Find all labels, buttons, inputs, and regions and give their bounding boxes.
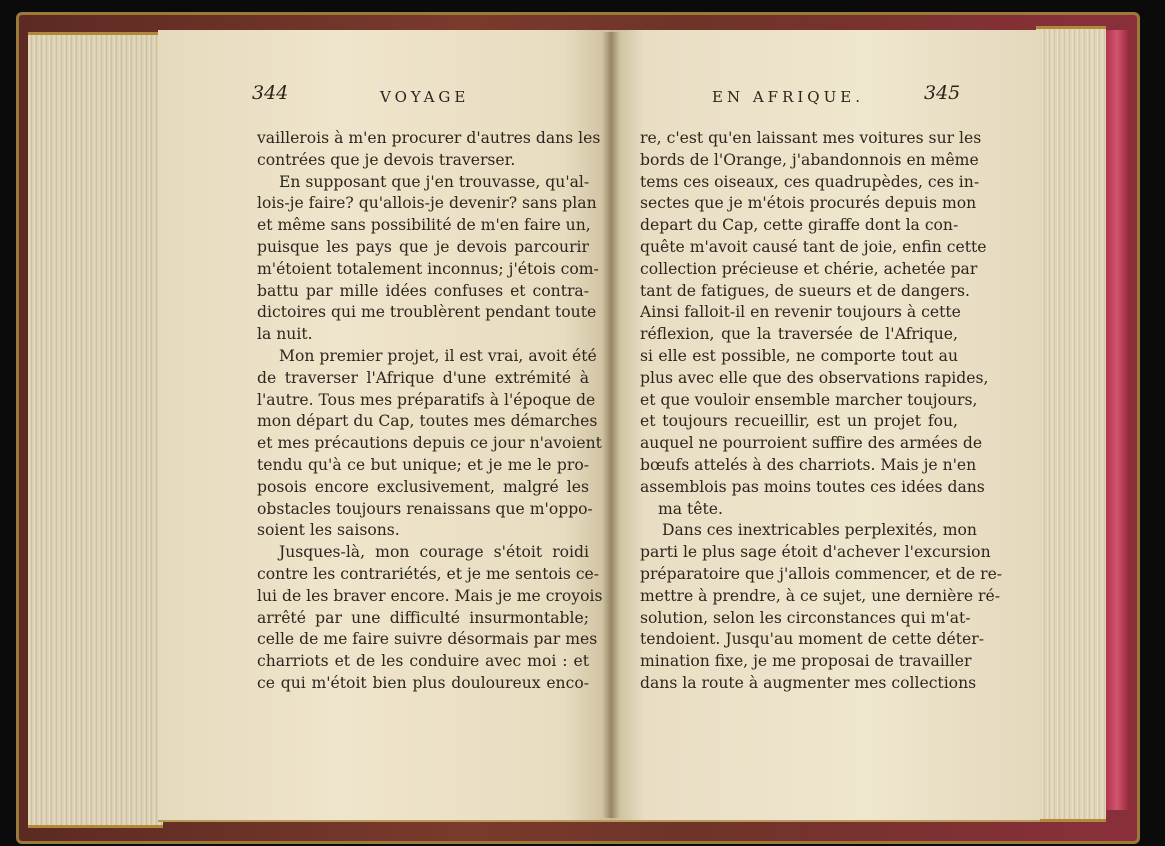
left-page-number: 344 [252, 82, 289, 104]
text-line: et que vouloir ensemble marcher toujours, [640, 390, 978, 409]
text-line: l'autre. Tous mes préparatifs à l'époque de [257, 390, 596, 409]
text-line: contrées que je devois traverser. [257, 150, 516, 169]
book-gutter [602, 32, 620, 818]
text-line: sectes que je m'étois procurés depuis mon [640, 194, 977, 213]
text-line: arrêté par une difficulté insurmontable; [257, 608, 589, 627]
text-line: puisque les pays que je devois parcourir [257, 237, 589, 256]
text-line: mon départ du Cap, toutes mes démarches [257, 412, 598, 431]
text-line: et même sans possibilité de m'en faire un, [257, 216, 591, 235]
text-line: Mon premier projet, il est vrai, avoit été [279, 346, 597, 365]
text-line: mettre à prendre, à ce sujet, une dernière ré- [640, 586, 1000, 605]
text-line: dictoires qui me troublèrent pendant toute [257, 303, 597, 322]
text-line: ma tête. [658, 499, 723, 518]
text-line: tems ces oiseaux, ces quadrupèdes, ces in- [640, 172, 980, 191]
ribbon-marker [1106, 30, 1128, 810]
text-line: mination fixe, je me proposai de travailler [640, 652, 972, 671]
text-line: réflexion, que la traversée de l'Afrique, [640, 325, 958, 344]
text-line: celle de me faire suivre désormais par mes [257, 630, 598, 649]
text-line: parti le plus sage étoit d'achever l'excursion [640, 543, 991, 562]
page-block-left-edge [28, 32, 163, 828]
text-line: Jusques-là, mon courage s'étoit roidi [279, 543, 589, 562]
text-line: solution, selon les circonstances qui m'at- [640, 608, 971, 627]
text-line: vaillerois à m'en procurer d'autres dans les [257, 129, 601, 147]
text-line: de traverser l'Afrique d'une extrémité à [257, 368, 589, 387]
text-line: Ainsi falloit-il en revenir toujours à cette [640, 303, 961, 322]
text-line: et toujours recueillir, est un projet fou, [640, 412, 958, 431]
text-line: lois-je faire? qu'allois-je devenir? sans plan [257, 194, 597, 213]
text-line: auquel ne pourroient suffire des armées de [640, 434, 983, 453]
text-line: bœufs attelés à des charriots. Mais je n'en [640, 455, 977, 474]
text-line: tendu qu'à ce but unique; et je me le pro- [257, 455, 589, 474]
text-line: charriots et de les conduire avec moi : et [257, 652, 589, 671]
text-line: m'étoient totalement inconnus; j'étois com- [257, 259, 599, 278]
text-line: quête m'avoit causé tant de joie, enfin cette [640, 237, 987, 256]
text-line: et mes précautions depuis ce jour n'avoient [257, 434, 602, 453]
text-line: tendoient. Jusqu'au moment de cette déter- [640, 630, 984, 649]
right-page-text [640, 128, 1003, 695]
left-page-text [257, 128, 603, 695]
text-line: plus avec elle que des observations rapides, [640, 368, 989, 387]
text-line: re, c'est qu'en laissant mes voitures sur les [640, 129, 982, 147]
text-line: préparatoire que j'allois commencer, et de re- [640, 564, 1003, 583]
text-line: depart du Cap, cette giraffe dont la con- [640, 216, 959, 235]
text-line: obstacles toujours renaissans que m'oppo- [257, 499, 593, 518]
text-line: si elle est possible, ne comporte tout au [640, 346, 958, 365]
text-line: assemblois pas moins toutes ces idées dans [640, 477, 985, 496]
text-line: Dans ces inextricables perplexités, mon [662, 521, 977, 540]
text-line: collection précieuse et chérie, achetée par [640, 259, 978, 278]
text-line: posois encore exclusivement, malgré les [257, 477, 589, 496]
right-running-head: EN AFRIQUE. [712, 88, 864, 106]
text-line: battu par mille idées confuses et contra- [257, 281, 589, 300]
text-line: En supposant que j'en trouvasse, qu'al- [279, 172, 590, 191]
page-block-right-edge [1036, 26, 1106, 822]
text-line: la nuit. [257, 325, 313, 344]
text-line: lui de les braver encore. Mais je me croyois [257, 586, 603, 605]
right-page-number: 345 [924, 82, 961, 104]
text-line: dans la route à augmenter mes collections [640, 673, 977, 692]
text-line: soient les saisons. [257, 521, 400, 540]
text-line: tant de fatigues, de sueurs et de dangers. [640, 281, 970, 300]
text-line: bords de l'Orange, j'abandonnois en même [640, 150, 979, 169]
text-line: contre les contrariétés, et je me sentois ce- [257, 564, 600, 583]
text-line: ce qui m'étoit bien plus douloureux enco- [257, 673, 589, 692]
left-running-head: VOYAGE [380, 88, 470, 106]
